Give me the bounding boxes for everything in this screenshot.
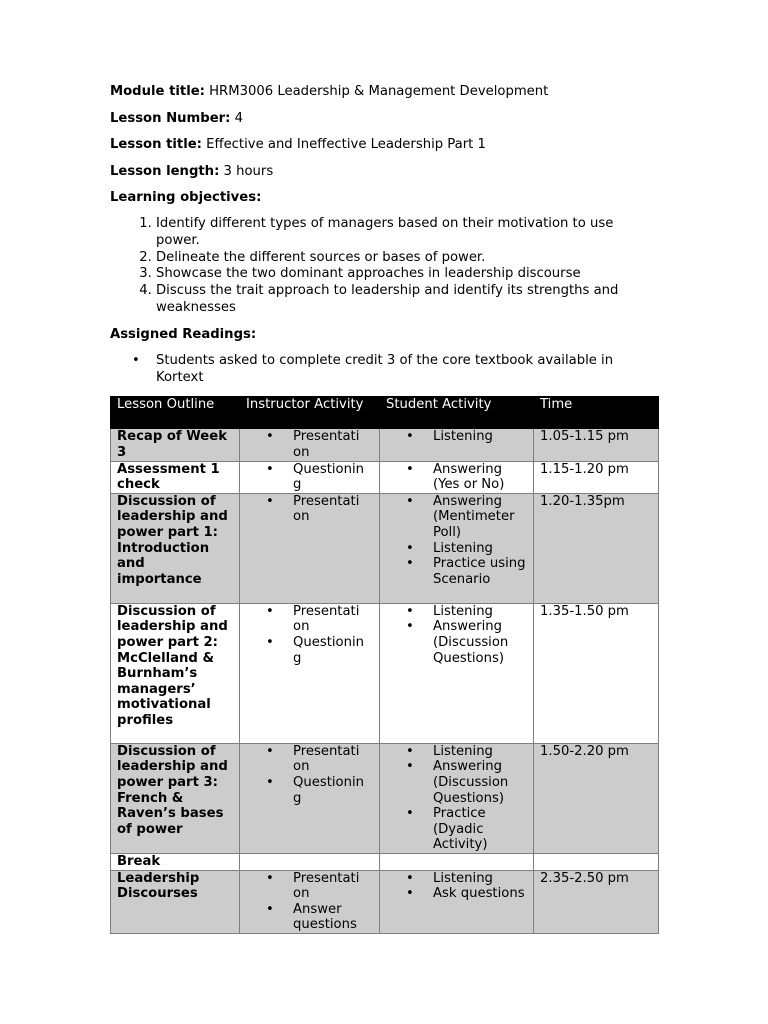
time-cell: 1.05-1.15 pm xyxy=(534,429,659,461)
instructor-activity-list xyxy=(246,871,373,933)
assigned-readings-heading: Assigned Readings: xyxy=(110,326,257,342)
instructor-activity-item: • Presentati on xyxy=(293,871,373,902)
table-row xyxy=(111,743,659,853)
module-title-value: HRM3006 Leadership & Management Development xyxy=(204,84,549,99)
table-body xyxy=(111,429,659,934)
assigned-readings-list xyxy=(110,353,658,387)
lesson-outline-cell: Discussion of leadership and power part 1: Introduction and importance xyxy=(111,493,240,603)
student-activity-item: • Answering (Discussion Questions) xyxy=(433,619,527,666)
table-row xyxy=(111,603,659,743)
lesson-title-value: Effective and Ineffective Leadership Part 1 xyxy=(201,137,486,152)
lesson-outline-cell: Discussion of leadership and power part 3: French & Raven’s bases of power xyxy=(111,743,240,853)
objective-item: 3. Showcase the two dominant approaches in leadership discourse xyxy=(156,266,658,283)
student-activity-list xyxy=(386,462,527,493)
student-activity-cell xyxy=(380,429,534,461)
table-row xyxy=(111,461,659,493)
column-header-lesson-outline: Lesson Outline xyxy=(111,397,240,429)
student-activity-item: • Ask questions xyxy=(433,886,527,902)
lesson-title-line xyxy=(110,137,658,154)
student-activity-item: • Listening xyxy=(433,429,527,445)
student-activity-list xyxy=(386,429,527,445)
instructor-activity-cell xyxy=(240,870,380,933)
student-activity-cell xyxy=(380,870,534,933)
column-header-student-activity: Student Activity xyxy=(380,397,534,429)
lesson-outline-cell: Break xyxy=(111,853,240,870)
student-activity-list xyxy=(386,744,527,853)
lesson-title-label: Lesson title: xyxy=(110,137,202,152)
lesson-number-value: 4 xyxy=(230,110,244,126)
time-cell: 1.15-1.20 pm xyxy=(534,461,659,493)
student-activity-cell xyxy=(380,853,534,870)
instructor-activity-cell xyxy=(240,603,380,743)
instructor-activity-item: • Presentati on xyxy=(293,429,373,460)
time-cell: 1.50-2.20 pm xyxy=(534,743,659,853)
instructor-activity-list xyxy=(246,744,373,806)
time-cell xyxy=(534,853,659,870)
lesson-outline-cell: Recap of Week 3 xyxy=(111,429,240,461)
student-activity-item: • Listening xyxy=(433,541,527,557)
lesson-outline-cell: Assessment 1 check xyxy=(111,461,240,493)
student-activity-cell xyxy=(380,493,534,603)
lesson-outline-cell: Discussion of leadership and power part 2: McClelland & Burnham’s managers’ motivational profiles xyxy=(111,603,240,743)
student-activity-item: • Listening xyxy=(433,604,527,620)
student-activity-item: • Answering (Discussion Questions) xyxy=(433,759,527,806)
instructor-activity-item: • Presentati on xyxy=(293,744,373,775)
lesson-schedule-table xyxy=(110,396,659,934)
objective-item: 2. Delineate the different sources or bases of power. xyxy=(156,250,658,267)
time-cell: 1.20-1.35pm xyxy=(534,493,659,603)
objective-item: 4. Discuss the trait approach to leadership and identify its strengths and weaknesses xyxy=(156,283,658,317)
instructor-activity-cell xyxy=(240,493,380,603)
student-activity-cell xyxy=(380,603,534,743)
student-activity-cell xyxy=(380,743,534,853)
instructor-activity-item: • Questionin g xyxy=(293,775,373,806)
reading-item: • Students asked to complete credit 3 of the core textbook available in Kortext xyxy=(156,353,658,387)
instructor-activity-item: • Presentati on xyxy=(293,494,373,525)
lesson-length-value: 3 hours xyxy=(219,163,274,179)
lesson-outline-cell: Leadership Discourses xyxy=(111,870,240,933)
table-row xyxy=(111,870,659,933)
instructor-activity-list xyxy=(246,604,373,666)
instructor-activity-item: • Questionin g xyxy=(293,462,373,493)
instructor-activity-item: • Questionin g xyxy=(293,635,373,666)
lesson-length-label: Lesson length: xyxy=(110,163,220,179)
table-row xyxy=(111,429,659,461)
student-activity-item: • Practice using Scenario xyxy=(433,556,527,587)
instructor-activity-list xyxy=(246,462,373,493)
student-activity-item: • Answering (Mentimeter Poll) xyxy=(433,494,527,541)
table-row xyxy=(111,853,659,870)
instructor-activity-item: • Answer questions xyxy=(293,902,373,933)
instructor-activity-list xyxy=(246,429,373,460)
student-activity-item: • Practice (Dyadic Activity) xyxy=(433,806,527,853)
module-title-label: Module title: xyxy=(110,84,205,99)
time-cell: 2.35-2.50 pm xyxy=(534,870,659,933)
column-header-instructor-activity: Instructor Activity xyxy=(240,397,380,429)
instructor-activity-cell xyxy=(240,853,380,870)
student-activity-list xyxy=(386,604,527,666)
lesson-length-line xyxy=(110,164,658,181)
student-activity-item: • Answering (Yes or No) xyxy=(433,462,527,493)
student-activity-list xyxy=(386,871,527,902)
instructor-activity-cell xyxy=(240,461,380,493)
student-activity-item: • Listening xyxy=(433,744,527,760)
lesson-plan-document xyxy=(110,84,658,934)
table-header-row xyxy=(111,397,659,429)
student-activity-cell xyxy=(380,461,534,493)
time-cell: 1.35-1.50 pm xyxy=(534,603,659,743)
instructor-activity-item: • Presentati on xyxy=(293,604,373,635)
lesson-number-line xyxy=(110,111,658,128)
instructor-activity-cell xyxy=(240,743,380,853)
learning-objectives-heading: Learning objectives: xyxy=(110,190,262,205)
student-activity-list xyxy=(386,494,527,588)
table-row xyxy=(111,493,659,603)
objective-item: 1. Identify different types of managers based on their motivation to use power. xyxy=(156,216,658,250)
instructor-activity-list xyxy=(246,494,373,525)
column-header-time: Time xyxy=(534,397,659,429)
instructor-activity-cell xyxy=(240,429,380,461)
student-activity-item: • Listening xyxy=(433,871,527,887)
module-title-line xyxy=(110,84,658,101)
lesson-number-label: Lesson Number: xyxy=(110,110,231,126)
learning-objectives-list xyxy=(110,216,658,317)
